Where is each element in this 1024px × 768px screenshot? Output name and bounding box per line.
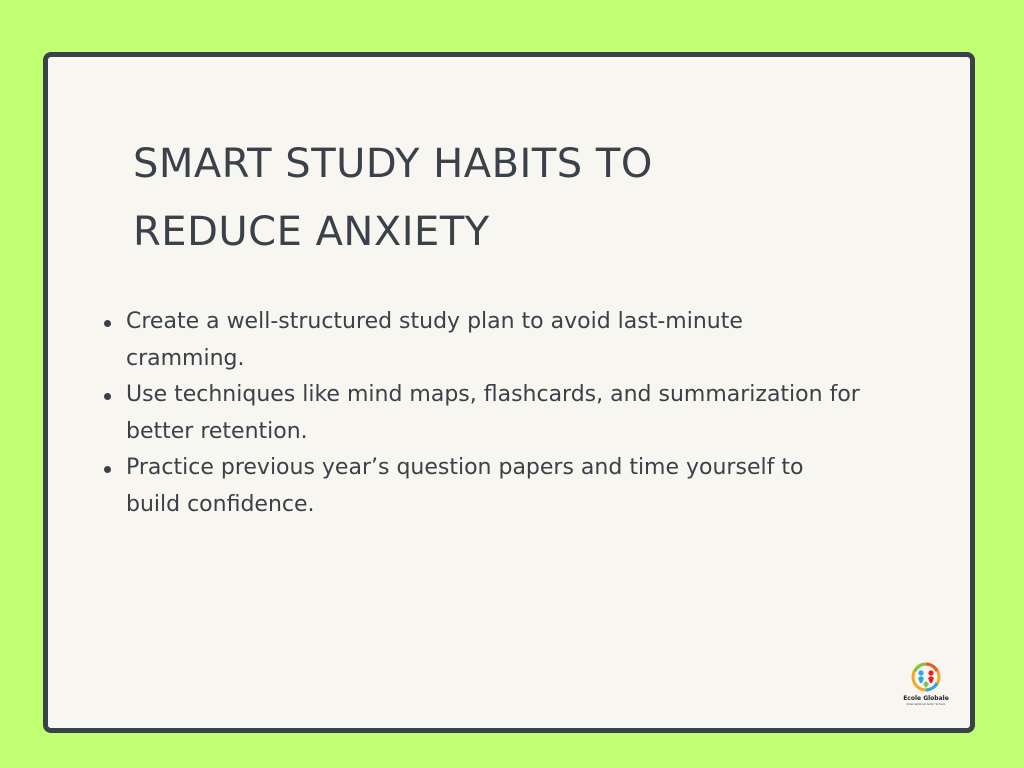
list-item — [100, 304, 860, 377]
logo-tagline: International Girls' School — [906, 702, 946, 706]
school-logo — [894, 662, 958, 712]
slide-title — [133, 130, 653, 266]
school-logo-icon — [909, 662, 943, 694]
title-line-2: REDUCE ANXIETY — [133, 209, 490, 255]
slide-card — [43, 52, 975, 733]
bullet-text: Create a well-structured study plan to avoid last-minute cramming. — [126, 309, 743, 371]
bullet-icon — [104, 466, 111, 473]
bullet-icon — [104, 393, 111, 400]
list-item — [100, 450, 860, 523]
bullet-text: Practice previous year’s question papers and time yourself to build confidence. — [126, 455, 804, 517]
title-line-1: SMART STUDY HABITS TO — [133, 141, 653, 187]
bullet-list — [100, 304, 860, 523]
logo-name: Ecole Globale — [903, 695, 949, 702]
bullet-icon — [104, 320, 111, 327]
bullet-text: Use techniques like mind maps, flashcards, and summarization for better retention. — [126, 382, 860, 444]
list-item — [100, 377, 860, 450]
